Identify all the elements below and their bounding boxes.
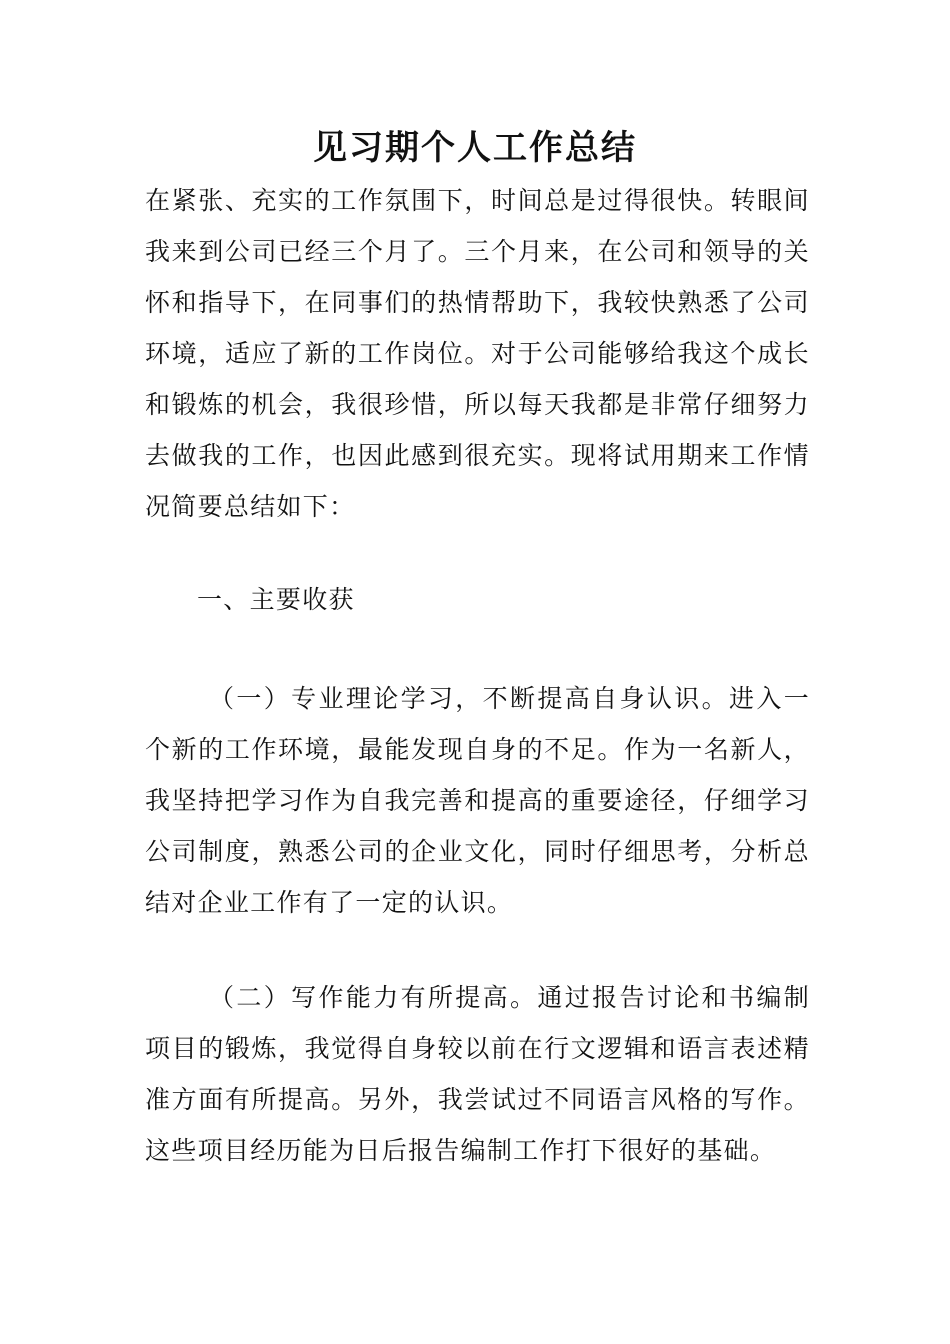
item-two-paragraph: （二）写作能力有所提高。通过报告讨论和书编制项目的锻炼，我觉得自身较以前在行文逻辑和语言表述精准方面有所提高。另外，我尝试过不同语言风格的写作。这些项目经历能为日后报告编制工作打下很好的基础。: [145, 983, 810, 1165]
document-title: 见习期个人工作总结: [313, 128, 637, 168]
section-heading: 一、主要收获: [197, 585, 355, 614]
intro-paragraph: 在紧张、充实的工作氛围下，时间总是过得很快。转眼间我来到公司已经三个月了。三个月来，在公司和领导的关怀和指导下，在同事们的热情帮助下，我较快熟悉了公司环境，适应了新的工作岗位。对于公司能够给我这个成长和锻炼的机会，我很珍惜，所以每天我都是非常仔细努力去做我的工作，也因此感到很充实。现将试用期来工作情况简要总结如下：: [145, 186, 810, 521]
item-one-paragraph: （一）专业理论学习，不断提高自身认识。进入一个新的工作环境，最能发现自身的不足。作为一名新人，我坚持把学习作为自我完善和提高的重要途径，仔细学习公司制度，熟悉公司的企业文化，同时仔细思考，分析总结对企业工作有了一定的认识。: [145, 684, 810, 917]
